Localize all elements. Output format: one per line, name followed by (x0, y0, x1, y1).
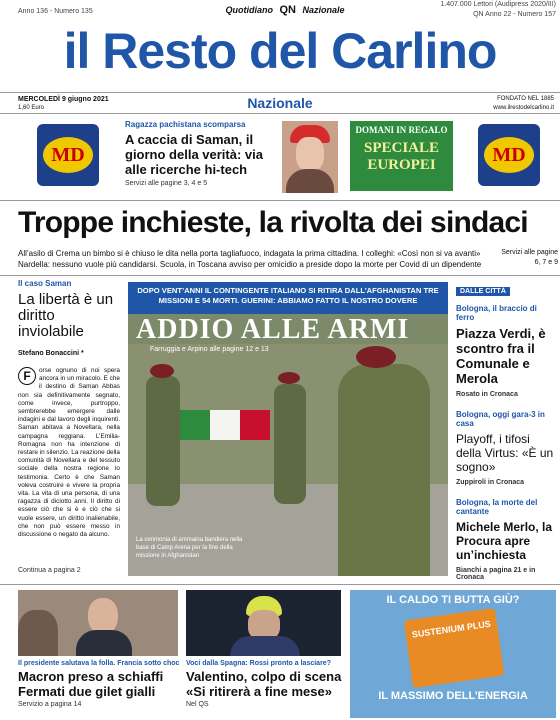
italian-flag (180, 410, 270, 440)
crowd (18, 610, 58, 656)
divider (0, 584, 560, 585)
saman-services: Servizi alle pagine 3, 4 e 5 (125, 180, 208, 187)
macron-photo (18, 590, 178, 656)
editorial-title: La libertà è un diritto inviolabile (18, 291, 114, 340)
editorial-continue: Continua a pagina 2 (18, 567, 81, 574)
beret (356, 346, 396, 368)
readership: 1.407.000 Lettori (Audipress 2020/III) (440, 1, 556, 8)
afghanistan-photo[interactable] (128, 314, 448, 576)
soldier-left (146, 376, 180, 506)
rossi-story[interactable] (186, 660, 346, 708)
macron-title: Macron preso a schiaffi Fermati due gilet gialli (18, 669, 164, 699)
ad-tagline: IL MASSIMO DELL’ENERGIA (378, 690, 528, 702)
shoulders (286, 169, 334, 193)
gift-promo[interactable] (350, 121, 453, 191)
ad-brand: SUSTENIUM PLUS (411, 618, 492, 640)
beret (150, 364, 174, 378)
afghanistan-byline: Farruggia e Arpino alle pagine 12 e 13 (150, 346, 269, 353)
city-title-2[interactable]: Playoff, i tifosi della Virtus: «È un sogno» (456, 432, 554, 474)
gift-line2: SPECIALE (363, 140, 440, 156)
dropcap: F (18, 367, 36, 385)
editorial-body (18, 367, 120, 539)
soldier-saluting (338, 364, 430, 576)
editorial-column[interactable] (18, 279, 120, 574)
saman-teaser[interactable] (125, 120, 275, 187)
main-services: Servizi alle pagine 6, 7 e 9 (501, 249, 558, 266)
founded: FONDATO NEL 1885 (497, 96, 554, 102)
city-section-label: DALLE CITTÀ (456, 287, 510, 296)
face (296, 137, 324, 171)
ad-headline: IL CALDO TI BUTTA GIÙ? (386, 594, 520, 606)
macron-story[interactable] (18, 660, 183, 708)
city-source-2: Zuppiroli in Cronaca (456, 479, 525, 486)
md-logo-left (37, 124, 99, 186)
md-logo-right (478, 124, 540, 186)
newspaper-title: il Resto del Carlino (63, 23, 497, 79)
main-headline[interactable]: Troppe inchieste, la rivolta dei sindaci (18, 206, 528, 239)
rossi-kicker: Voci dalla Spagna: Rossi pronto a lasciare? (186, 660, 331, 667)
saman-title: A caccia di Saman, il giorno della verità: via alle ricerche hi-tech (125, 132, 263, 177)
rossi-jacket (230, 636, 300, 656)
afghanistan-title: ADDIO ALLE ARMI (136, 314, 410, 345)
afghanistan-banner: DOPO VENT’ANNI IL CONTINGENTE ITALIANO SI RITIRA DALL’AFGHANISTAN TRE MISSIONI E 54 MORTI. GUERINI: ABBIAMO FATTO IL NOSTRO DOVERE (128, 282, 448, 314)
qn-issue: QN Anno 22 - Numero 157 (473, 11, 556, 18)
city-title-1[interactable]: Piazza Verdi, è scontro fra il Comunale e Merola (456, 326, 546, 386)
divider (0, 200, 560, 201)
qn-logo: QN (279, 4, 296, 16)
gift-line1: DOMANI IN REGALO (355, 125, 448, 135)
city-kicker-1: Bologna, il braccio di ferro (456, 304, 537, 322)
edition-label: Nazionale (247, 95, 313, 111)
masthead (0, 22, 560, 84)
qn-nazionale: Nazionale (302, 5, 345, 15)
city-kicker-3: Bologna, la morte del cantante (456, 498, 538, 516)
saman-kicker: Ragazza pachistana scomparsa (125, 120, 246, 129)
md-logo-text: MD (43, 137, 93, 173)
saman-photo (282, 121, 338, 193)
editorial-kicker: Il caso Saman (18, 279, 72, 288)
rossi-photo (186, 590, 341, 656)
date-strip (0, 92, 560, 114)
website: www.ilrestodelcarlino.it (493, 105, 554, 111)
city-title-3[interactable]: Michele Merlo, la Procura apre un’inchiesta (456, 520, 553, 562)
main-lead: All’asilo di Crema un bimbo si è chiuso le dita nella porta tagliafuoco, indagata la prima cittadina. I colleghi: «Così non si va avanti» Nardella: nessuno vuole più candidarsi. Scuola, in Toscana avviso per omicidio a preside dopo la morte per Covid di un dipendente (18, 249, 482, 269)
qn-label (210, 4, 360, 16)
divider (0, 275, 560, 276)
macron-services: Servizio a pagina 14 (18, 701, 82, 708)
city-source-1: Rosato in Cronaca (456, 391, 518, 398)
gift-line3: EUROPEI (367, 157, 436, 173)
macron-face (88, 598, 118, 634)
city-source-3: Bianchi a pagina 21 e in Cronaca (456, 567, 536, 581)
macron-suit (76, 630, 132, 656)
qn-quotidiano: Quotidiano (225, 5, 273, 15)
rossi-services: Nel QS (186, 701, 209, 708)
macron-kicker: Il presidente salutava la folla. Francia sotto choc (18, 660, 180, 667)
issue-date: MERCOLEDÌ 9 giugno 2021 (18, 96, 109, 103)
afghanistan-caption: La cerimonia di ammaina bandiera nella base di Camp Arena per la fine della missione in Afghanistan (136, 537, 243, 559)
beret (278, 372, 300, 384)
sustenium-ad[interactable] (350, 590, 556, 718)
rossi-title: Valentino, colpo di scena «Si ritirerà a fine mese» (186, 669, 342, 699)
top-info-bar (0, 0, 560, 22)
city-kicker-2: Bologna, oggi gara-3 in casa (456, 410, 545, 428)
md-logo-text: MD (484, 137, 534, 173)
issue-number: Anno 136 - Numero 135 (18, 8, 93, 15)
city-news-column (456, 280, 556, 581)
editorial-text: orse ognuno di noi spera ancora in un miracolo. E che il destino di Saman Abbas non sia definitivamente segnato, come invece, purtroppo, sembrerebbe emergere dalle indagini e dal lavoro degli inquirenti. Saman abitava a Novellara, nella campagna reggiana. L’Emilia-Romagna non ha intenzione di restare in silenzio. La reazione della comunità di Novellara e del tessuto sociale della nostra regione lo testimonia. Certo è che Saman voleva costruire e vivere la propria vita. La vita di una persona, di una ragazza di diciotto anni. Il diritto di essere ciò che si è e ciò che si vuole essere, un diritto inalienabile, che non può essere messo in discussione o negato da alcuno. (18, 367, 120, 539)
editorial-author: Stefano Bonaccini * (18, 350, 84, 357)
product-box (404, 608, 505, 688)
soldier-mid (274, 384, 306, 504)
price: 1,60 Euro (18, 105, 45, 111)
